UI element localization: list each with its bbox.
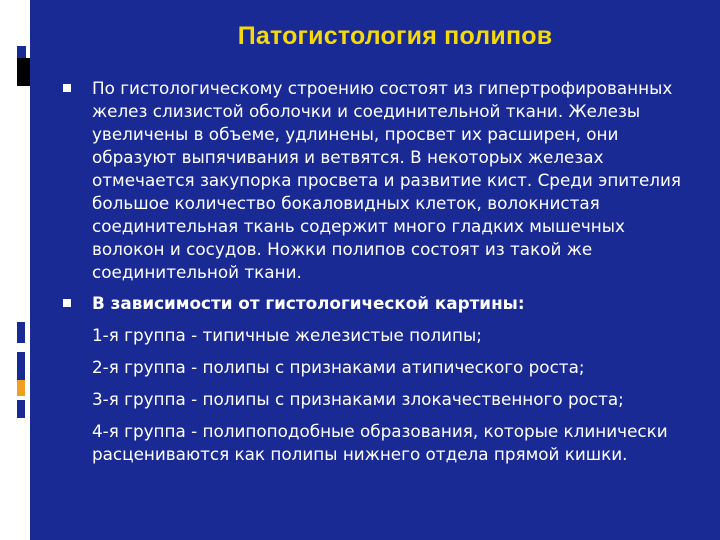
bullet-item: [62, 292, 702, 315]
slide-content: [62, 77, 702, 466]
deco-bar: [17, 58, 30, 86]
description-paragraph: По гистологическому строению состоят из гипертрофированных желез слизистой оболочки и соединительной ткани. Железы увеличены в объеме, удлинены, просвет их расширен, они образуют выпячивания и ветвятся. В некоторых железах отмечается закупорка просвета и развитие кист. Среди эпителия большое количество бокаловидных клеток, волокнистая соединительная ткань содержит много гладких мышечных волокон и сосудов. Ножки полипов состоят из такой же соединительной ткани.: [92, 78, 682, 282]
square-bullet-icon: [62, 83, 72, 93]
bullet-item: [62, 77, 702, 284]
deco-bar: [17, 400, 25, 418]
deco-bar: [17, 322, 25, 343]
left-decor-strip: [0, 0, 30, 540]
deco-bar: [17, 380, 25, 396]
group-item: 2-я группа - полипы с признаками атипического роста;: [92, 357, 585, 377]
group-item: 3-я группа - полипы с признаками злокачественного роста;: [92, 389, 624, 409]
classification-heading: В зависимости от гистологической картины:: [92, 293, 525, 313]
square-bullet-icon: [62, 298, 72, 308]
group-item: 1-я группа - типичные железистые полипы;: [92, 325, 482, 345]
deco-bar: [17, 352, 25, 380]
group-item: 4-я группа - полипоподобные образования, которые клинически расцениваются как полипы нижнего отдела прямой кишки.: [92, 421, 668, 464]
slide-title: Патогистология полипов: [237, 22, 553, 50]
